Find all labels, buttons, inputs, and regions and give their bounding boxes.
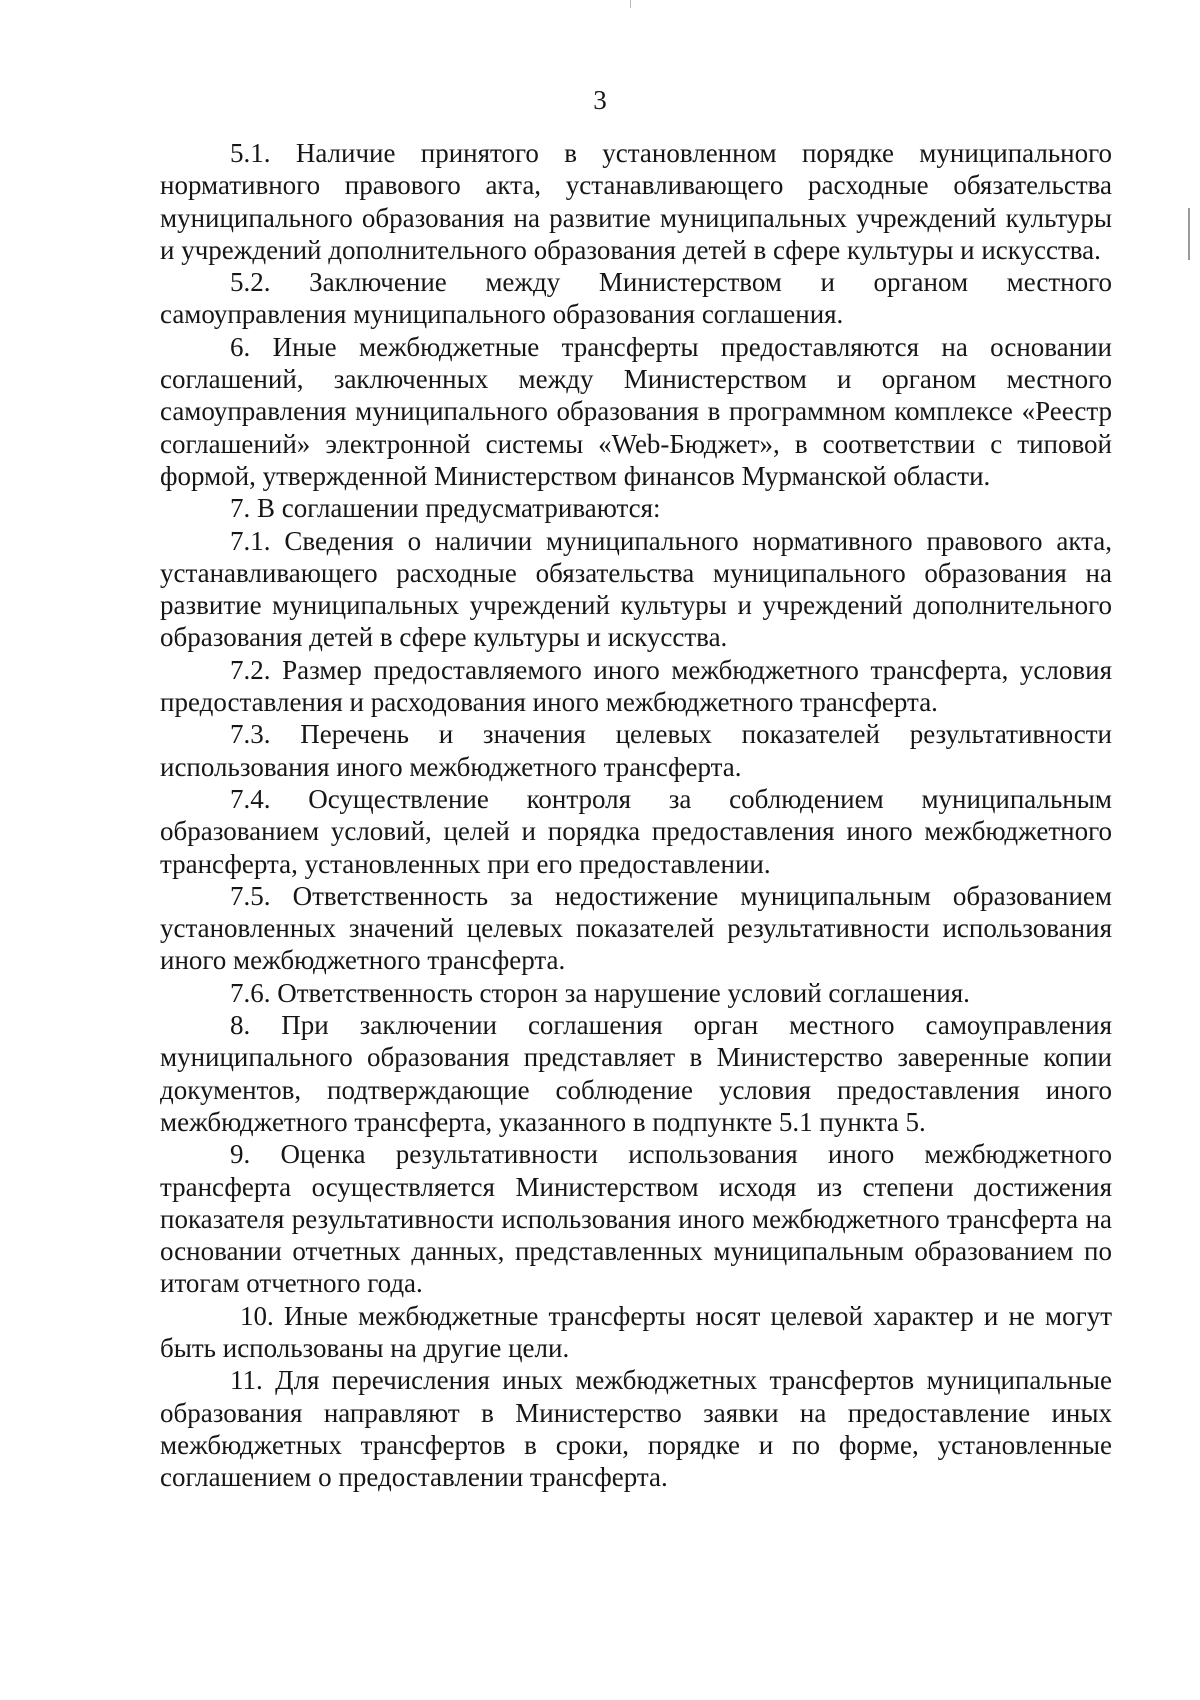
paragraph-5-1: 5.1. Наличие принятого в установленном порядке муниципального нормативного правового акта, устанавливающего расходные обязательства муниципального образования на развитие муниципальных учреждений культуры и учреждений дополнительного образования детей в сфере культуры и искусства.	[160, 138, 1112, 265]
paragraph-7: 7. В соглашении предусматриваются:	[230, 493, 661, 524]
page-number: 3	[593, 85, 607, 115]
paragraph-7-5: 7.5. Ответственность за недостижение муниципальным образованием установленных значений целевых показателей результативности использования иного межбюджетного трансферта.	[160, 880, 1112, 976]
paragraph-7-2: 7.2. Размер предоставляемого иного межбюджетного трансферта, условия предоставления и расходования иного межбюджетного трансферта.	[160, 654, 1112, 718]
paragraph-9: 9. Оценка результативности использования иного межбюджетного трансферта осуществляется Министерством исходя из степени достижения показателя результативности использования иного межбюджетного трансферта на основании отчетных данных, представленных муниципальным образованием по итогам отчетного года.	[160, 1139, 1112, 1299]
paragraph-7-1: 7.1. Сведения о наличии муниципального нормативного правового акта, устанавливающего расходные обязательства муниципального образования на развитие муниципальных учреждений культуры и учреждений дополнительного образования детей в сфере культуры и искусства.	[160, 525, 1112, 653]
paragraph-7-6: 7.6. Ответственность сторон за нарушение условий соглашения.	[230, 977, 970, 1008]
document-body	[160, 137, 1112, 1493]
paragraph-11: 11. Для перечисления иных межбюджетных трансфертов муниципальные образования направляют в Министерство заявки на предоставление иных межбюджетных трансфертов в сроки, порядке и по форме, установленные соглашением о предоставлении трансферта.	[160, 1365, 1112, 1493]
paragraph-8: 8. При заключении соглашения орган местного самоуправления муниципального образования представляет в Министерство заверенные копии документов, подтверждающие соблюдение условия предоставления иного межбюджетного трансферта, указанного в подпункте 5.1 пункта 5.	[160, 1010, 1112, 1137]
margin-line	[1188, 208, 1190, 260]
paragraph-6: 6. Иные межбюджетные трансферты предоставляются на основании соглашений, заключенных между Министерством и органом местного самоуправления муниципального образования в программном комплексе «Реестр соглашений» электронной системы «Web-Бюджет», в соответствии с типовой формой, утвержденной Министерством финансов Мурманской области.	[160, 331, 1112, 491]
scan-artifact	[630, 0, 631, 8]
paragraph-5-2: 5.2. Заключение между Министерством и органом местного самоуправления муниципального образования соглашения.	[160, 267, 1112, 330]
paragraph-7-3: 7.3. Перечень и значения целевых показателей результативности использования иного межбюджетного трансферта.	[160, 719, 1112, 782]
paragraph-10: 10. Иные межбюджетные трансферты носят целевой характер и не могут быть использованы на другие цели.	[160, 1300, 1112, 1363]
paragraph-7-4: 7.4. Осуществление контроля за соблюдением муниципальным образованием условий, целей и порядка предоставления иного межбюджетного трансферта, установленных при его предоставлении.	[160, 783, 1112, 879]
